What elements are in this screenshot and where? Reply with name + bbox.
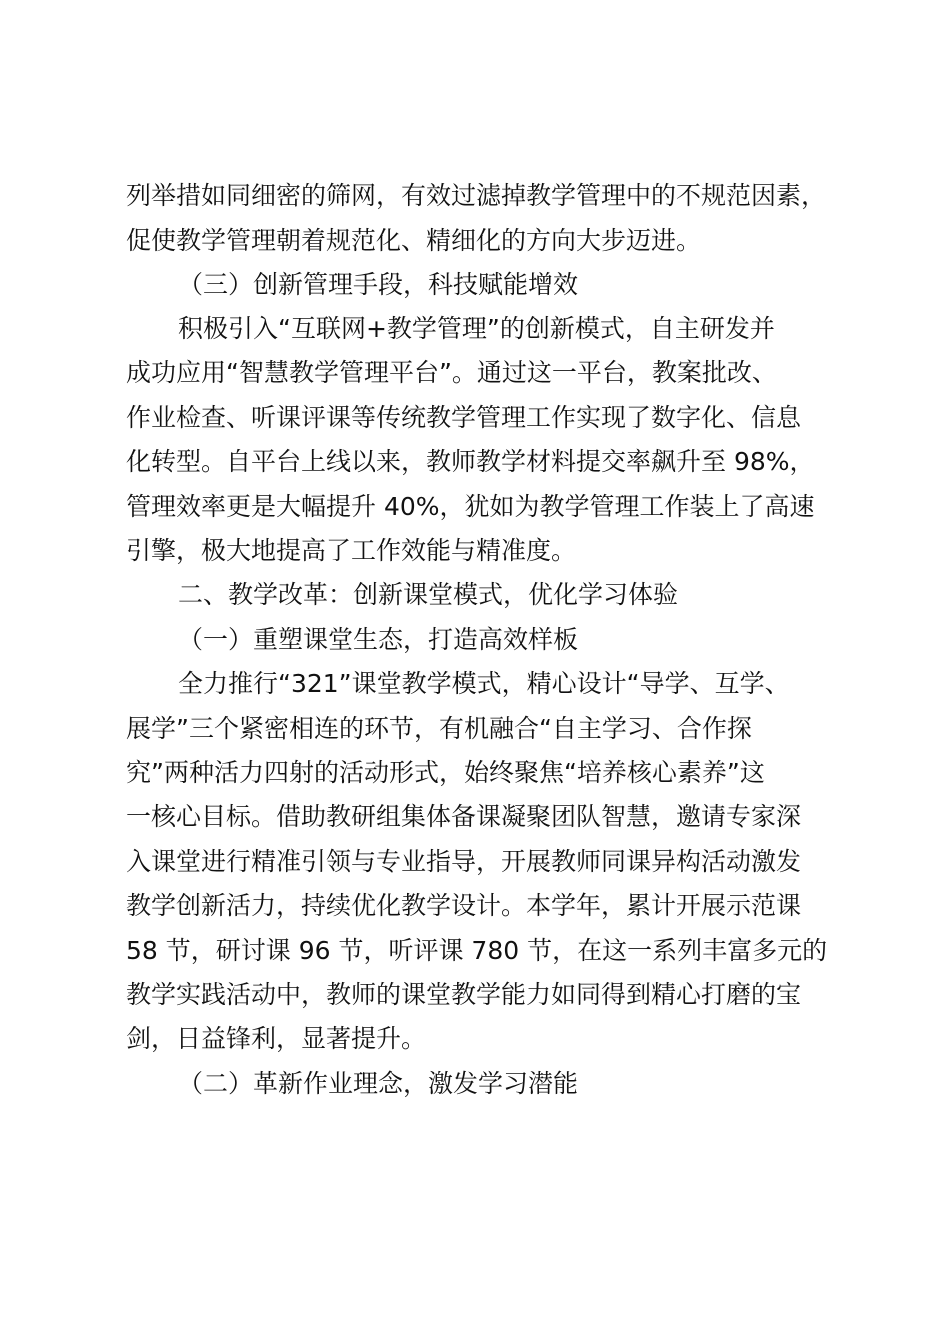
body-text-line: 教学实践活动中，教师的课堂教学能力如同得到精心打磨的宝	[126, 980, 802, 1009]
body-text-line: 积极引入“互联网+教学管理”的创新模式，自主研发并	[178, 314, 775, 343]
body-text-line: 化转型。自平台上线以来，教师教学材料提交率飙升至 98%，	[126, 447, 815, 476]
body-text-line: 展学”三个紧密相连的环节，有机融合“自主学习、合作探	[126, 714, 752, 743]
body-text-line: 作业检查、听课评课等传统教学管理工作实现了数字化、信息	[126, 403, 802, 432]
body-text-line: 引擎，极大地提高了工作效能与精准度。	[126, 536, 577, 565]
body-text-line: 管理效率更是大幅提升 40%，犹如为教学管理工作装上了高速	[126, 492, 815, 521]
body-text-line: 58 节，研讨课 96 节，听评课 780 节，在这一系列丰富多元的	[126, 936, 828, 965]
body-text-line: 全力推行“321”课堂教学模式，精心设计“导学、互学、	[178, 669, 790, 698]
section-heading: （二）革新作业理念，激发学习潜能	[178, 1069, 579, 1098]
body-text-line: 入课堂进行精准引领与专业指导，开展教师同课异构活动激发	[126, 847, 802, 876]
section-heading: 二、教学改革：创新课堂模式，优化学习体验	[178, 580, 679, 609]
body-text-line: 剑，日益锋利，显著提升。	[126, 1024, 427, 1053]
body-text-line: 列举措如同细密的筛网，有效过滤掉教学管理中的不规范因素，	[126, 181, 827, 210]
body-text-line: 教学创新活力，持续优化教学设计。本学年，累计开展示范课	[126, 891, 802, 920]
section-heading: （三）创新管理手段，科技赋能增效	[178, 270, 579, 299]
body-text-line: 一核心目标。借助教研组集体备课凝聚团队智慧，邀请专家深	[126, 802, 802, 831]
section-heading: （一）重塑课堂生态，打造高效样板	[178, 625, 579, 654]
body-text-line: 成功应用“智慧教学管理平台”。通过这一平台，教案批改、	[126, 358, 777, 387]
body-text-line: 究”两种活力四射的活动形式，始终聚焦“培养核心素养”这	[126, 758, 765, 787]
body-text-line: 促使教学管理朝着规范化、精细化的方向大步迈进。	[126, 226, 702, 255]
